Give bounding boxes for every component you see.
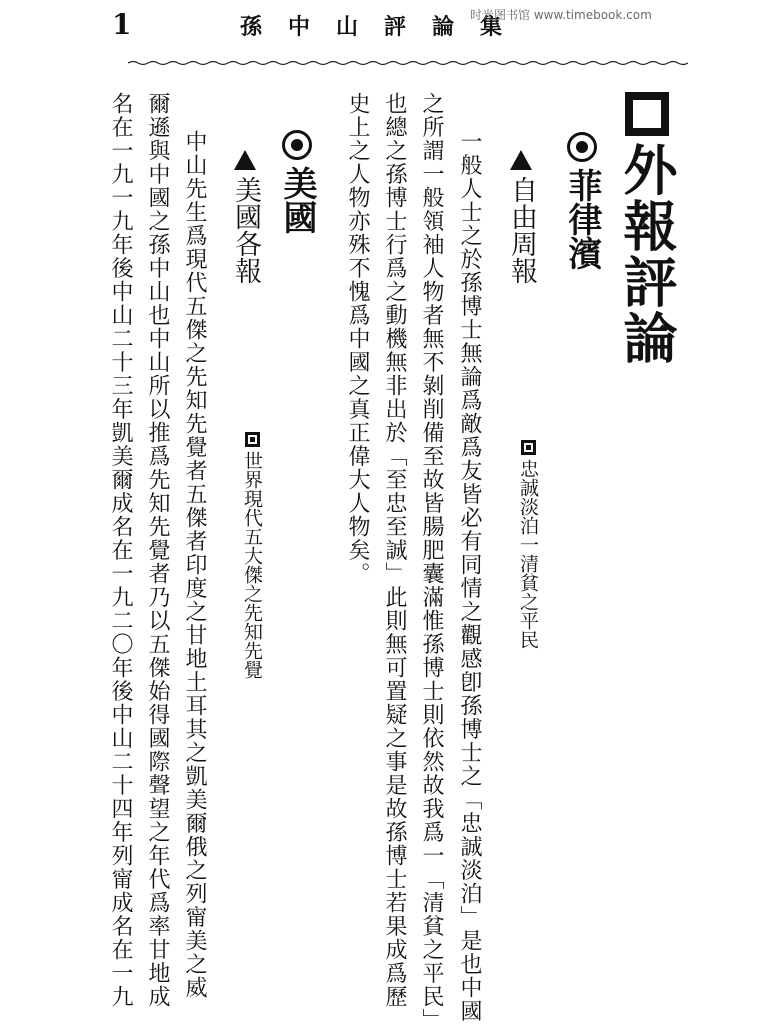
article-1-paragraph-2: 之所謂一般領袖人物者無不剝削備至故皆腸肥囊滿惟孫博士則依然故我爲一「清貧之平民」 <box>419 92 444 1032</box>
article-1-region: 菲律濱 <box>565 132 599 270</box>
article-1-subtitle: 忠誠淡泊一清貧之平民 <box>518 440 537 649</box>
article-2-paragraph-3: 名在一九一九年後中山二十三年凱美爾成名在一九二〇年後中山二十四年列甯成名在一九 <box>108 92 133 1009</box>
square-dot-icon <box>521 440 536 455</box>
article-2-region: 美國 <box>280 130 314 234</box>
article-1-paragraph-3: 也總之孫博士行爲之動機無非出於「至忠至誠」此則無可置疑之事是故孫博士若果成爲歷 <box>382 92 407 1009</box>
section-title-text: 外報評論 <box>615 142 679 366</box>
running-title: 孫中山評論集 <box>240 14 529 40</box>
article-1-paragraph-4: 史上之人物亦殊不愧爲中國之真正偉大人物矣。 <box>345 92 370 586</box>
article-2-paragraph-1: 中山先生爲現代五傑之先知先覺者五傑者印度之甘地土耳其之凱美爾俄之列甯美之威 <box>182 130 207 1000</box>
filled-square-icon <box>625 92 669 136</box>
header-wavy-rule <box>128 60 688 66</box>
section-title <box>615 92 679 366</box>
article-1-paragraph-1: 一般人士之於孫博士無論爲敵爲友皆必有同情之觀感卽孫博士之「忠誠淡泊」是也中國 <box>457 130 482 1023</box>
triangle-icon <box>234 150 256 170</box>
article-2-paragraph-2: 爾遜與中國之孫中山也中山所以推爲先知先覺者乃以五傑始得國際聲望之年代爲率甘地成 <box>145 92 170 1009</box>
article-1-source: 自由周報 <box>508 150 535 284</box>
circle-dot-icon <box>282 130 312 160</box>
circle-dot-icon <box>567 132 597 162</box>
square-dot-icon <box>245 432 260 447</box>
page-number: 1 <box>112 8 132 41</box>
triangle-icon <box>510 150 532 170</box>
watermark: 时光图书馆 www.timebook.com <box>470 8 652 22</box>
article-2-source: 美國各報 <box>232 150 259 284</box>
article-2-subtitle: 世界現代五大傑之先知先覺 <box>242 432 261 679</box>
